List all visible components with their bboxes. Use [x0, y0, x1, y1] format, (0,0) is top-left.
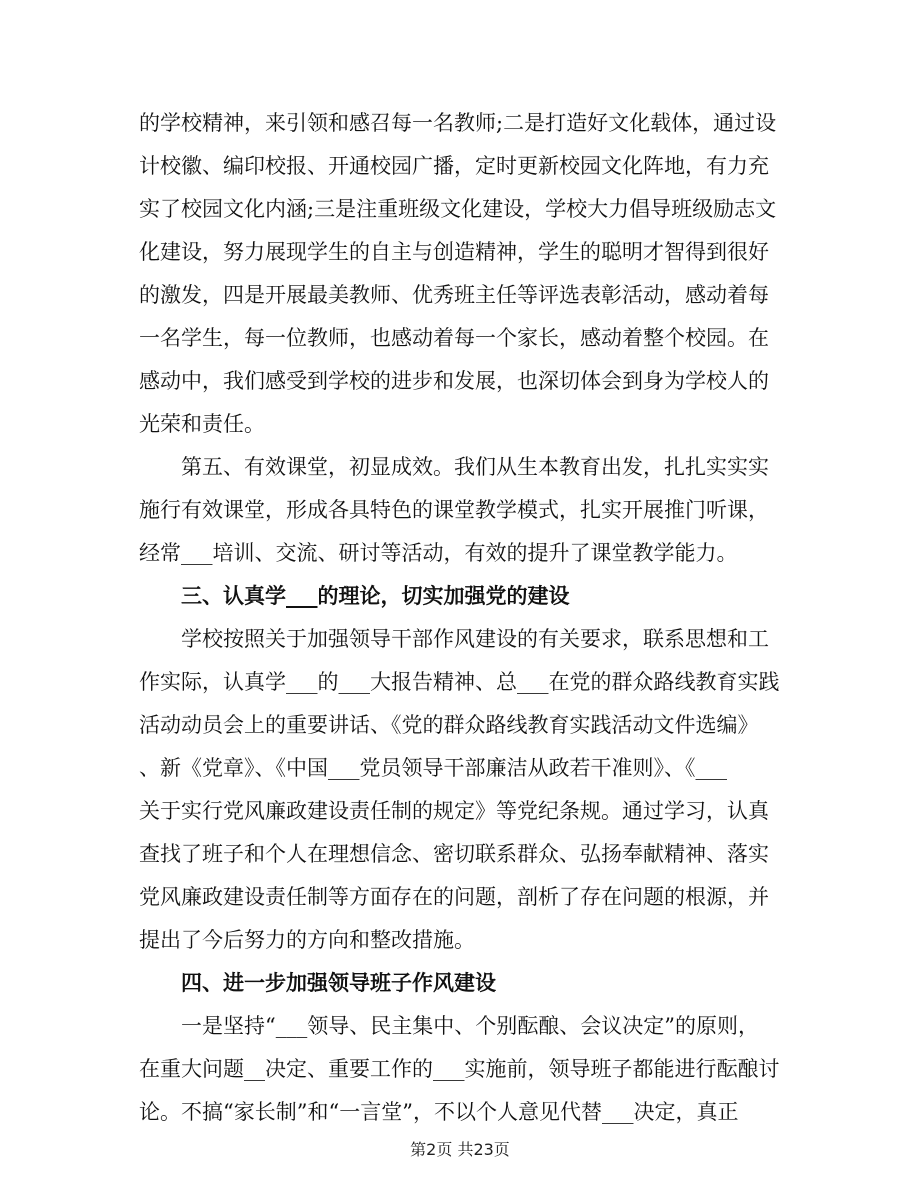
text-line: 关于实行党风廉政建设责任制的规定》等党纪条规。通过学习，认真 — [139, 799, 769, 823]
text-line: 一是坚持“___领导、民主集中、个别酝酿、会议决定”的原则， — [181, 1014, 759, 1038]
text-line: 一名学生，每一位教师，也感动着每一个家长，感动着整个校园。在 — [139, 326, 769, 350]
section-heading: 三、认真学___的理论，切实加强党的建设 — [181, 583, 570, 608]
text-line: 计校徽、编印校报、开通校园广播，定时更新校园文化阵地，有力充 — [139, 154, 769, 178]
text-line: 实了校园文化内涵;三是注重班级文化建设，学校大力倡导班级励志文 — [139, 197, 777, 221]
text-line: 提出了今后努力的方向和整改措施。 — [139, 928, 475, 952]
text-line: 化建设，努力展现学生的自主与创造精神，学生的聪明才智得到很好 — [139, 240, 769, 264]
text-line: 施行有效课堂，形成各具特色的课堂教学模式，扎实开展推门听课， — [139, 498, 769, 522]
text-line: 作实际，认真学___的___大报告精神、总___在党的群众路线教育实践 — [139, 670, 780, 694]
text-line: 经常___培训、交流、研讨等活动，有效的提升了课堂教学能力。 — [139, 541, 738, 565]
text-line: 光荣和责任。 — [139, 412, 265, 436]
text-line: 的学校精神，来引领和感召每一名教师;二是打造好文化载体，通过设 — [139, 111, 777, 135]
section-heading: 四、进一步加强领导班子作风建设 — [181, 970, 496, 995]
text-line: 的激发，四是开展最美教师、优秀班主任等评选表彰活动，感动着每 — [139, 283, 769, 307]
text-line: 党风廉政建设责任制等方面存在的问题，剖析了存在问题的根源，并 — [139, 885, 769, 909]
text-line: 第五、有效课堂，初显成效。我们从生本教育出发，扎扎实实实 — [181, 455, 769, 479]
text-line: 、新《党章》、《中国___党员领导干部廉洁从政若干准则》、《___ — [139, 756, 727, 780]
text-line: 论。不搞“家长制”和“一言堂”，不以个人意见代替___决定，真正 — [139, 1100, 739, 1124]
text-line: 在重大问题__决定、重要工作的___实施前，领导班子都能进行酝酿讨 — [139, 1057, 780, 1081]
text-line: 活动动员会上的重要讲话、《党的群众路线教育实践活动文件选编》 — [139, 713, 759, 737]
text-line: 查找了班子和个人在理想信念、密切联系群众、弘扬奉献精神、落实 — [139, 842, 769, 866]
text-line: 感动中，我们感受到学校的进步和发展，也深切体会到身为学校人的 — [139, 369, 769, 393]
text-line: 学校按照关于加强领导干部作风建设的有关要求，联系思想和工 — [181, 627, 769, 651]
page-number: 第2页 共23页 — [410, 1140, 510, 1159]
